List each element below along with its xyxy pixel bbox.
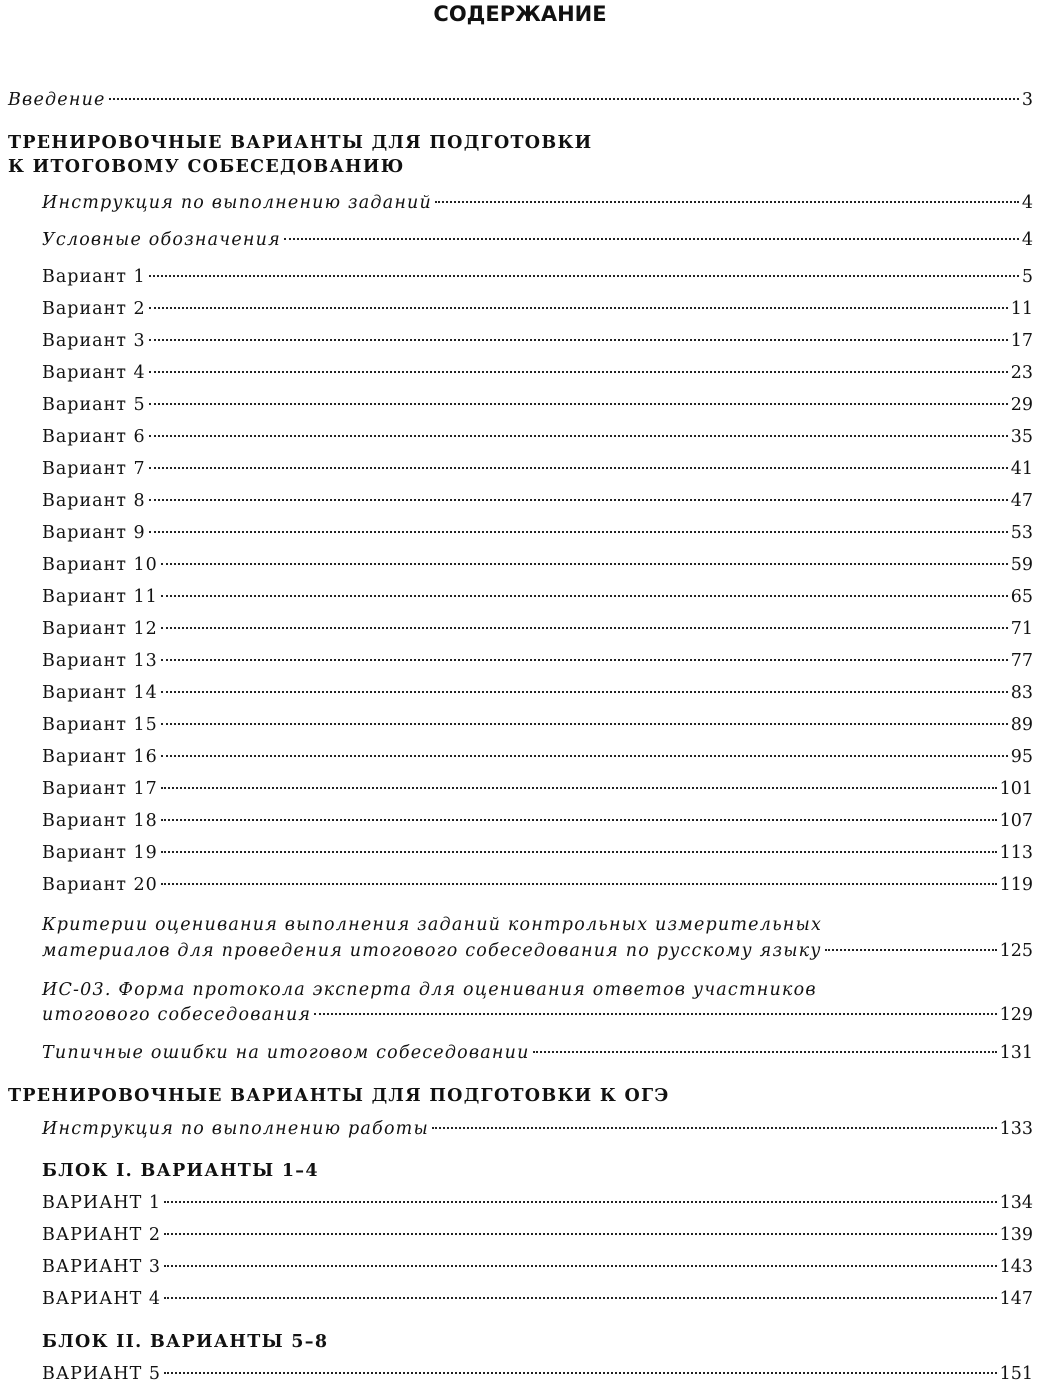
toc-entry-instruction[interactable] — [42, 191, 1033, 215]
dot-leader — [149, 339, 1008, 341]
dot-leader — [164, 1233, 997, 1235]
dot-leader — [161, 563, 1008, 565]
toc-entry-variant[interactable] — [42, 681, 1033, 705]
toc-entry-variant[interactable] — [42, 265, 1033, 289]
entry-label: итогового собеседования — [42, 1005, 312, 1025]
dot-leader — [149, 371, 1008, 373]
entry-label: ВАРИАНТ 4 — [42, 1289, 162, 1309]
toc-entry-intro[interactable] — [8, 88, 1033, 112]
toc-entry-variant[interactable] — [42, 361, 1033, 385]
toc-entry-variant[interactable] — [42, 1255, 1033, 1279]
entry-label: Вариант 13 — [42, 651, 158, 671]
protocol-label-line1: ИС-03. Форма протокола эксперта для оценивания ответов участников — [42, 980, 817, 1000]
dot-leader — [149, 499, 1008, 501]
toc-entry-variant[interactable] — [42, 649, 1033, 673]
page-number: 29 — [1010, 395, 1033, 415]
entry-label: ВАРИАНТ 1 — [42, 1193, 162, 1213]
toc-entry-variant[interactable] — [42, 1223, 1033, 1247]
page-number: 151 — [999, 1364, 1033, 1384]
page-number: 35 — [1010, 427, 1033, 447]
dot-leader — [161, 723, 1008, 725]
page-number: 47 — [1010, 491, 1033, 511]
toc-entry-variant[interactable] — [42, 1362, 1033, 1386]
page-title: СОДЕРЖАНИЕ — [433, 2, 607, 26]
page-number: 129 — [999, 1005, 1033, 1025]
dot-leader — [161, 819, 997, 821]
dot-leader — [161, 787, 997, 789]
toc-entry-legend[interactable] — [42, 228, 1033, 252]
dot-leader — [149, 275, 1019, 277]
dot-leader — [435, 201, 1019, 203]
page-number: 133 — [999, 1119, 1033, 1139]
toc-entry-variant[interactable] — [42, 809, 1033, 833]
entry-label: Вариант 8 — [42, 491, 146, 511]
dot-leader — [149, 531, 1008, 533]
dot-leader — [432, 1127, 997, 1129]
toc-entry-variant[interactable] — [42, 713, 1033, 737]
entry-label: Вариант 4 — [42, 363, 146, 383]
page-number: 23 — [1010, 363, 1033, 383]
page-number: 113 — [999, 843, 1033, 863]
entry-label: Вариант 2 — [42, 299, 146, 319]
dot-leader — [161, 627, 1008, 629]
entry-label: Вариант 16 — [42, 747, 158, 767]
dot-leader — [164, 1372, 997, 1374]
toc-entry-errors[interactable] — [42, 1041, 1033, 1065]
page-number: 139 — [999, 1225, 1033, 1245]
toc-entry-variant[interactable] — [42, 425, 1033, 449]
entry-label: Вариант 6 — [42, 427, 146, 447]
dot-leader — [161, 659, 1008, 661]
page-number: 41 — [1010, 459, 1033, 479]
page-number: 4 — [1021, 193, 1033, 213]
entry-label: Вариант 1 — [42, 267, 146, 287]
entry-label: Вариант 10 — [42, 555, 158, 575]
dot-leader — [161, 595, 1008, 597]
toc-entry-variant[interactable] — [42, 553, 1033, 577]
criteria-label-line1: Критерии оценивания выполнения заданий контрольных измерительных — [42, 915, 823, 935]
dot-leader — [149, 435, 1008, 437]
toc-entry-variant[interactable] — [42, 393, 1033, 417]
page-number: 3 — [1021, 90, 1033, 110]
toc-entry-variant[interactable] — [42, 1191, 1033, 1215]
toc-entry-variant[interactable] — [42, 777, 1033, 801]
dot-leader — [533, 1051, 997, 1053]
page-number: 134 — [999, 1193, 1033, 1213]
section-heading-interview-line2: К ИТОГОВОМУ СОБЕСЕДОВАНИЮ — [8, 157, 405, 177]
page-number: 71 — [1010, 619, 1033, 639]
dot-leader — [149, 467, 1008, 469]
toc-entry-protocol[interactable] — [42, 1003, 1033, 1027]
dot-leader — [284, 238, 1019, 240]
page-number: 77 — [1010, 651, 1033, 671]
toc-entry-variant[interactable] — [42, 1287, 1033, 1311]
entry-label: Вариант 12 — [42, 619, 158, 639]
entry-label: Типичные ошибки на итоговом собеседовании — [42, 1043, 530, 1063]
entry-label: Вариант 11 — [42, 587, 158, 607]
dot-leader — [161, 691, 1008, 693]
entry-label: Вариант 7 — [42, 459, 146, 479]
entry-label: Вариант 15 — [42, 715, 158, 735]
dot-leader — [161, 851, 997, 853]
dot-leader — [109, 98, 1019, 100]
page-number: 95 — [1010, 747, 1033, 767]
page-number: 143 — [999, 1257, 1033, 1277]
page-number: 119 — [999, 875, 1033, 895]
page-number: 131 — [999, 1043, 1033, 1063]
toc-entry-variant[interactable] — [42, 873, 1033, 897]
toc-entry-variant[interactable] — [42, 297, 1033, 321]
toc-entry-variant[interactable] — [42, 617, 1033, 641]
entry-label: ВАРИАНТ 2 — [42, 1225, 162, 1245]
page-number: 4 — [1021, 230, 1033, 250]
page-number: 59 — [1010, 555, 1033, 575]
toc-entry-variant[interactable] — [42, 745, 1033, 769]
page-number: 107 — [999, 811, 1033, 831]
dot-leader — [825, 949, 997, 951]
entry-label: ВАРИАНТ 5 — [42, 1364, 162, 1384]
dot-leader — [149, 307, 1008, 309]
entry-label: Вариант 3 — [42, 331, 146, 351]
entry-label: Вариант 9 — [42, 523, 146, 543]
entry-label: Инструкция по выполнению работы — [42, 1119, 429, 1139]
page-number: 5 — [1021, 267, 1033, 287]
page-number: 101 — [999, 779, 1033, 799]
toc-entry-oge-instruction[interactable] — [42, 1117, 1033, 1141]
entry-label: Условные обозначения — [42, 230, 281, 250]
entry-label: Вариант 18 — [42, 811, 158, 831]
toc-entry-variant[interactable] — [42, 585, 1033, 609]
entry-label: ВАРИАНТ 3 — [42, 1257, 162, 1277]
block2-heading: БЛОК II. ВАРИАНТЫ 5–8 — [42, 1332, 329, 1352]
dot-leader — [161, 755, 1008, 757]
page-number: 83 — [1010, 683, 1033, 703]
section-heading-oge: ТРЕНИРОВОЧНЫЕ ВАРИАНТЫ ДЛЯ ПОДГОТОВКИ К ОГЭ — [8, 1086, 670, 1106]
toc-entry-criteria[interactable] — [42, 939, 1033, 963]
page-number: 125 — [999, 941, 1033, 961]
toc-entry-variant[interactable] — [42, 841, 1033, 865]
dot-leader — [164, 1297, 997, 1299]
entry-label: материалов для проведения итогового собеседования по русскому языку — [42, 941, 822, 961]
entry-label: Вариант 5 — [42, 395, 146, 415]
entry-label: Вариант 19 — [42, 843, 158, 863]
section-heading-interview: ТРЕНИРОВОЧНЫЕ ВАРИАНТЫ ДЛЯ ПОДГОТОВКИ — [8, 133, 593, 153]
page-number: 65 — [1010, 587, 1033, 607]
entry-label: Инструкция по выполнению заданий — [42, 193, 432, 213]
toc-entry-variant[interactable] — [42, 521, 1033, 545]
entry-label: Вариант 20 — [42, 875, 158, 895]
page-number: 147 — [999, 1289, 1033, 1309]
entry-label: Вариант 17 — [42, 779, 158, 799]
page-number: 17 — [1010, 331, 1033, 351]
entry-label: Введение — [8, 90, 106, 110]
dot-leader — [164, 1201, 997, 1203]
dot-leader — [164, 1265, 997, 1267]
page-number: 11 — [1010, 299, 1033, 319]
page-number: 53 — [1010, 523, 1033, 543]
toc-entry-variant[interactable] — [42, 329, 1033, 353]
entry-label: Вариант 14 — [42, 683, 158, 703]
block1-heading: БЛОК I. ВАРИАНТЫ 1–4 — [42, 1161, 319, 1181]
dot-leader — [161, 883, 997, 885]
toc-entry-variant[interactable] — [42, 489, 1033, 513]
toc-entry-variant[interactable] — [42, 457, 1033, 481]
page-number: 89 — [1010, 715, 1033, 735]
dot-leader — [314, 1013, 996, 1015]
dot-leader — [149, 403, 1008, 405]
